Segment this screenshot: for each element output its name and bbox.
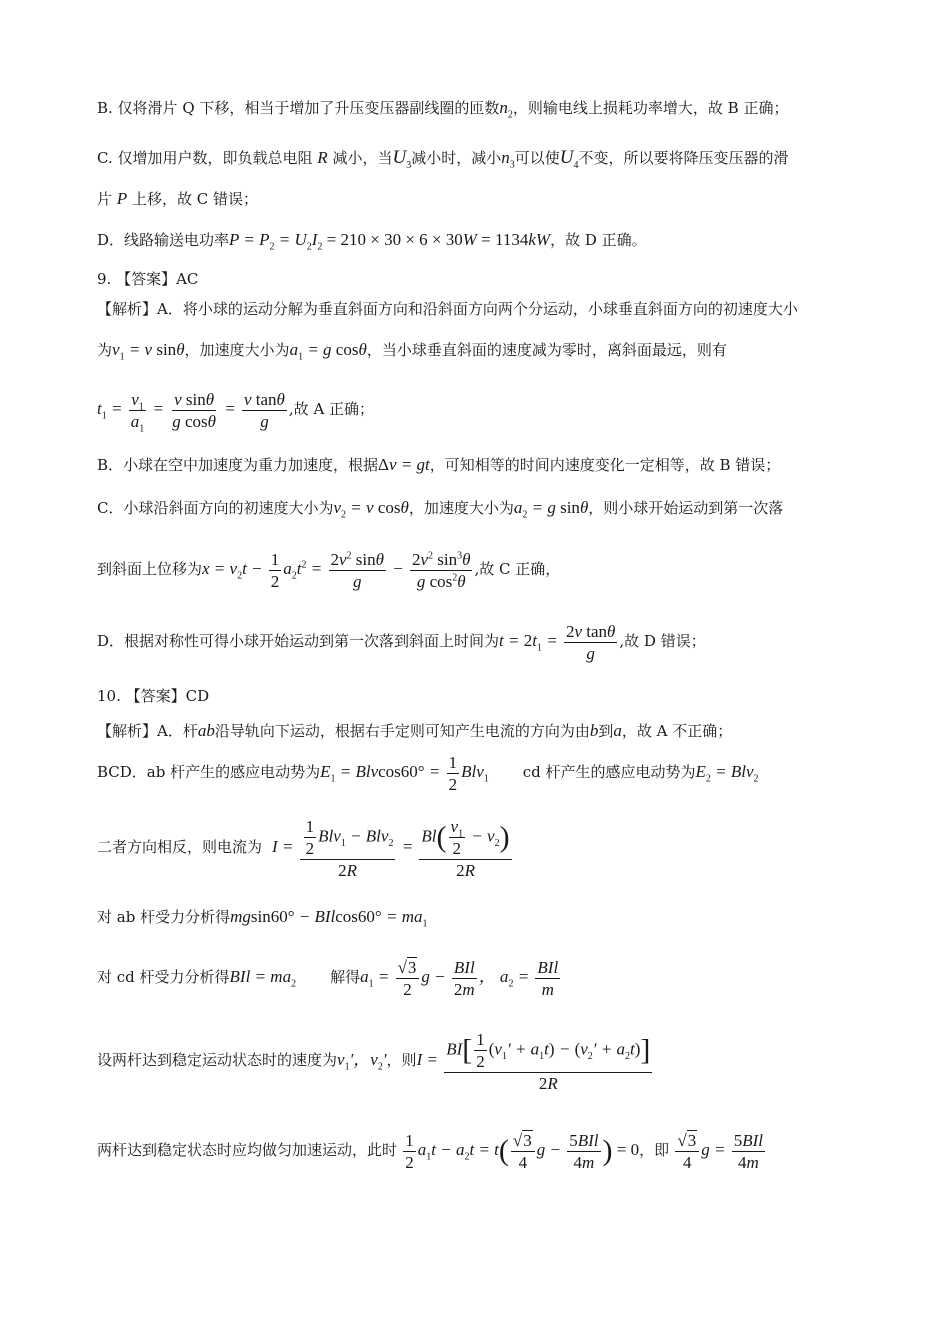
option-d-line: [97, 230, 647, 253]
text: ,故 A 正确；: [288, 400, 375, 418]
text: BCD．ab 杆产生的感应电动势为: [97, 763, 321, 781]
formula: $U_4$: [559, 147, 579, 171]
q9-c-line-2: [97, 545, 560, 593]
text: 对 ab 杆受力分析得: [97, 908, 231, 926]
option-b-line: [97, 98, 789, 121]
text: 不变，所以要将降压变压器的滑: [578, 149, 789, 167]
text: B. 仅将滑片 Q 下移，相当于增加了升压变压器副线圈的匝数: [97, 99, 500, 117]
text: cd 杆产生的感应电动势为: [522, 763, 696, 781]
q10-answer: [97, 686, 209, 706]
formula: a: [613, 721, 622, 740]
formula: $v_1'$，$v_2'$: [337, 1050, 387, 1073]
formula: $a_1 = g$ cosθ: [289, 340, 367, 363]
formula: $\frac{√3}{4}$ g = $\frac{\text{5BIl}}{4m}$: [677, 1130, 763, 1172]
text: 【解析】A．杆: [97, 722, 198, 740]
formula: $v_1 = v$ sinθ: [112, 340, 185, 363]
q10-force-ab-line: [97, 907, 428, 930]
q10-bcd-line: [97, 748, 759, 796]
text: 两杆达到稳定状态时应均做匀加速运动，此时: [97, 1141, 398, 1159]
formula: I = $\frac{1}{2}$ Blv$_1$ − Blv$_2$ 2R = Bl( $\frac{v_1}{2}$ − $v_2$) 2R: [272, 816, 510, 880]
formula: $x = v_2t$ − $\frac{1}{2}$ $a_2t^2$ = $\frac{2v^2 \sin\theta}{g}$ − $\frac{2v^2 \sin^3\theta}{g \cos^2\theta}$: [202, 549, 471, 591]
text: ，即: [639, 1141, 670, 1159]
formula: $P = P_2 = U_2I_2 = 210 \times 30 \times 6 \times 30W = 1134kW$: [229, 230, 551, 253]
text: 减小，当: [332, 149, 393, 167]
q10-force-cd-line: [97, 953, 562, 1001]
text: ，故 D 正确。: [550, 231, 647, 249]
formula: $E_2 = Blv_2$: [695, 762, 759, 785]
text: 可以使: [514, 149, 560, 167]
q9-analysis-line-2: [97, 340, 727, 363]
text: 二者方向相反，则电流为: [97, 838, 263, 856]
formula: $a_2 = g$ sinθ: [513, 498, 589, 521]
text: C．小球沿斜面方向的初速度大小为: [97, 499, 334, 517]
text: 沿导轨向下运动，根据右手定则可知产生电流的方向为由: [214, 722, 590, 740]
option-c-line-2: [97, 189, 258, 209]
formula: BIl = $ma_2$: [229, 967, 297, 990]
text: 到斜面上位移为: [97, 560, 203, 578]
text: ,故 D 错误；: [619, 632, 706, 650]
text: 为: [97, 341, 113, 359]
text: D．线路输送电功率: [97, 231, 230, 249]
q9-analysis-line-1: [97, 299, 798, 319]
text: B．小球在空中加速度为重力加速度，根据: [97, 456, 379, 474]
text: 到: [598, 722, 614, 740]
text: 设两杆达到稳定运动状态时的速度为: [97, 1051, 338, 1069]
text: 减小时，减小: [411, 149, 502, 167]
q10-a-line: [97, 721, 732, 741]
formula: $n_3$: [501, 148, 515, 171]
formula: Δv = gt: [378, 455, 430, 474]
text: 片: [97, 190, 113, 208]
formula: P: [116, 189, 128, 208]
formula: b: [589, 721, 599, 740]
q9-c-line-1: [97, 498, 784, 521]
text: ，故 A 不正确；: [621, 722, 733, 740]
text: ，可知相等的时间内速度变化一定相等，故 B 错误；: [429, 456, 781, 474]
text: ,故 C 正确，: [474, 560, 561, 578]
formula: $\frac{1}{2}$ $a_1t - a_2t = t$( $\frac{√3}{4}$ g − $\frac{\text{5BIl}}{4m}$ ) = 0: [405, 1130, 640, 1172]
formula: $t = 2t_1$ = $\frac{\text{2v tanθ}}{g}$: [499, 621, 616, 663]
q9-analysis-line-3: [97, 385, 374, 433]
formula: $v_2 = v$ cosθ: [333, 498, 409, 521]
formula: $E_1 = Blvcos60^\circ$ = $\frac{1}{2}$ Blv$_1$: [320, 752, 489, 794]
text: D．根据对称性可得小球开始运动到第一次落到斜面上时间为: [97, 632, 500, 650]
text: 上移，故 C 错误；: [131, 190, 258, 208]
text: ，加速度大小为: [408, 499, 514, 517]
text: ，加速度大小为: [184, 341, 290, 359]
answer-text: 10. 【答案】CD: [97, 687, 210, 705]
q9-answer: [97, 269, 198, 289]
answer-text: 9. 【答案】AC: [97, 270, 199, 288]
formula: $n_2$: [499, 98, 513, 121]
formula: $U_3$: [392, 147, 412, 171]
q10-final-line: [97, 1122, 767, 1178]
text: ，则: [386, 1051, 417, 1069]
q10-steady-line: [97, 1028, 654, 1094]
text: ，则小球开始运动到第一次落: [588, 499, 784, 517]
text: ，则输电线上损耗功率增大，故 B 正确；: [512, 99, 789, 117]
text: 对 cd 杆受力分析得: [97, 968, 230, 986]
text: 解得: [330, 968, 361, 986]
q9-d-line: [97, 617, 706, 665]
option-c-line-1: [97, 147, 789, 171]
formula: I = BI[ $\frac{1}{2}$ $(v_1' + a_1t) - (v_2' + a_2t)$] 2R: [416, 1029, 651, 1093]
formula: $mgsin60^\circ - BIlcos60^\circ = ma_1$: [230, 907, 428, 930]
q9-b-line: [97, 455, 780, 475]
text: C. 仅增加用户数，即负载总电阻: [97, 149, 313, 167]
q10-current-line: [97, 815, 514, 881]
formula: $t_1$ = $\frac{v_1}{a_1}$ = $\frac{\text{v sinθ}}{\text{g cosθ}}$ = $\frac{\text{v tanθ}}{g}$: [97, 389, 285, 434]
text: 【解析】A．将小球的运动分解为垂直斜面方向和沿斜面方向两个分运动，小球垂直斜面方向的初速度大小: [97, 300, 798, 318]
formula: $a_1$ = $\frac{√3}{2}$ g − $\frac{\text{BIl}}{2m}$ ， $a_2$ = $\frac{\text{BIl}}{m}$: [360, 957, 559, 999]
formula: ab: [197, 721, 215, 740]
text: ，当小球垂直斜面的速度减为零时，离斜面最远，则有: [366, 341, 727, 359]
formula: R: [317, 148, 328, 167]
